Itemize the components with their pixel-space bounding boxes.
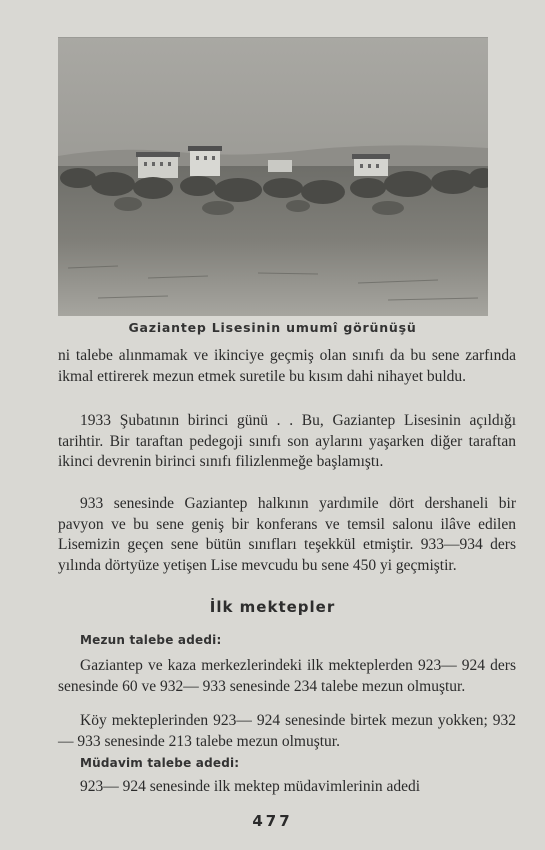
page-number: 477	[252, 812, 293, 830]
paragraph-6	[58, 777, 516, 798]
photo-image	[58, 38, 488, 316]
paragraph-text: 923— 924 senesinde ilk mektep müdavimlerinin adedi	[80, 778, 421, 795]
paragraph-text: Gaziantep ve kaza merkezlerindeki ilk mekteplerden 923— 924 ders senesinde 60 ve 932— 933 senesinde 234 talebe mezun olmuştur.	[58, 657, 516, 695]
subhead-attendees: Müdavim talebe adedi:	[80, 756, 240, 770]
paragraph-4	[58, 656, 516, 697]
paragraph-text: Köy mekteplerinden 923— 924 senesinde birtek mezun yokken; 932— 933 senesinde 213 talebe mezun olmuştur.	[58, 712, 516, 750]
photo-caption: Gaziantep Lisesinin umumî görünüşü	[128, 320, 417, 335]
paragraph-text: ni talebe alınmamak ve ikinciye geçmiş olan sınıfı da bu sene zarfında ikmal ettirerek mezun etmek suretile bu kısım dahi nihayet buldu.	[58, 347, 516, 385]
paragraph-2	[58, 411, 516, 473]
section-title: İlk mektepler	[209, 598, 336, 616]
paragraph-1	[58, 346, 516, 387]
school-photograph	[58, 37, 488, 316]
paragraph-text: 933 senesinde Gaziantep halkının yardımile dört dershaneli bir pavyon ve bu sene geniş bir konferans ve temsil salonu ilâve edilen Lisemizin geçen sene bütün sınıfları teşekkül etmiştir. 933—934 ders yılında dörtyüze yetişen Lise mevcudu bu sene 450 yi geçmiştir.	[58, 495, 516, 575]
paragraph-text: 1933 Şubatının birinci günü . . Bu, Gaziantep Lisesinin açıldığı tarihtir. Bir taraftan pedegoji sınıfı son aylarını yaşarken diğer taraftan ikinci devrenin birinci sınıfı filizlenmeğe başlamıştı.	[58, 412, 516, 471]
paragraph-3	[58, 494, 516, 577]
subhead-graduates: Mezun talebe adedi:	[80, 633, 222, 647]
paragraph-5	[58, 711, 516, 752]
